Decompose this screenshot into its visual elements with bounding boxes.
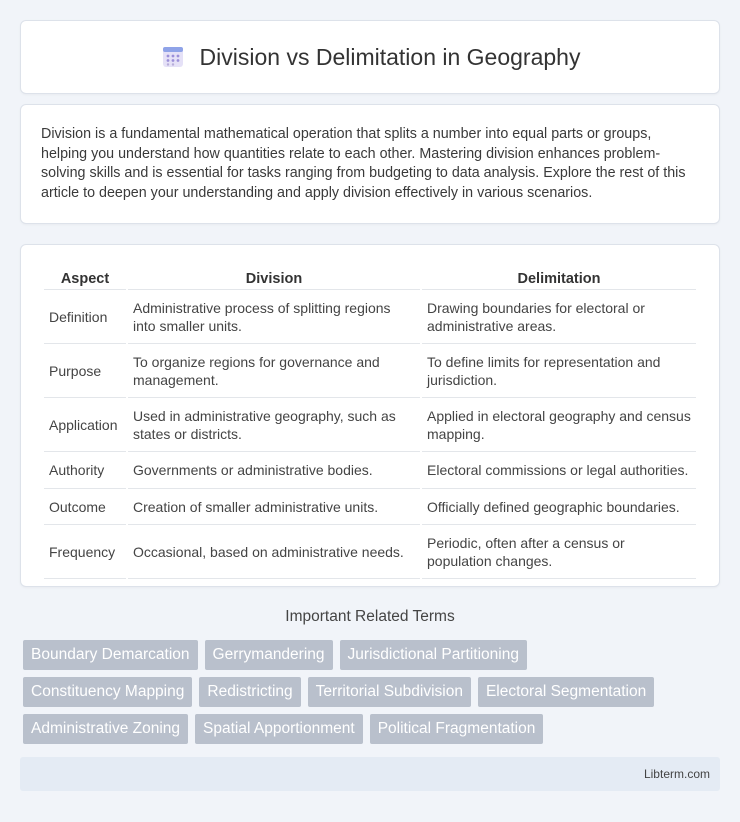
table-row [44,491,696,526]
header-aspect: Aspect [44,267,126,290]
table-row [44,400,696,452]
comparison-table [42,265,698,581]
footer-site-link[interactable]: Libterm.com [643,767,710,781]
aspect-cell: Purpose [44,346,126,398]
title-wrap [160,44,581,71]
tag-redistricting[interactable]: Redistricting [199,677,300,707]
tag-row [23,677,723,707]
table-row [44,292,696,344]
delimitation-cell: Applied in electoral geography and census mapping. [422,400,696,452]
header-delimitation: Delimitation [422,267,696,290]
aspect-cell: Definition [44,292,126,344]
intro-card [20,104,720,224]
header-division: Division [128,267,420,290]
aspect-cell: Application [44,400,126,452]
document-icon [160,44,186,70]
table-row [44,454,696,489]
tag-political-fragmentation[interactable]: Political Fragmentation [370,714,544,744]
aspect-cell: Authority [44,454,126,489]
tag-electoral-segmentation[interactable]: Electoral Segmentation [478,677,654,707]
tag-territorial-subdivision[interactable]: Territorial Subdivision [308,677,471,707]
division-cell: Creation of smaller administrative units. [128,491,420,526]
tag-gerrymandering[interactable]: Gerrymandering [205,640,333,670]
aspect-cell: Outcome [44,491,126,526]
intro-text: Division is a fundamental mathematical operation that splits a number into equal parts or groups, helping you understand how quantities relate to each other. Mastering division enhances problem-solving skills and is essential for tasks ranging from budgeting to data analysis. Explore the rest of this article to deepen your understanding and apply division effectively in various scenarios. [41,126,686,201]
related-terms-list [23,640,723,751]
delimitation-cell: Drawing boundaries for electoral or administrative areas. [422,292,696,344]
delimitation-cell: Electoral commissions or legal authorities. [422,454,696,489]
tag-boundary-demarcation[interactable]: Boundary Demarcation [23,640,198,670]
title-card [20,20,720,94]
table-header-row [44,267,696,290]
division-cell: Governments or administrative bodies. [128,454,420,489]
division-cell: Administrative process of splitting regions into smaller units. [128,292,420,344]
delimitation-cell: Periodic, often after a census or population changes. [422,527,696,579]
delimitation-cell: Officially defined geographic boundaries. [422,491,696,526]
table-row [44,346,696,398]
tag-spatial-apportionment[interactable]: Spatial Apportionment [195,714,363,744]
division-cell: Used in administrative geography, such as states or districts. [128,400,420,452]
tag-jurisdictional-partitioning[interactable]: Jurisdictional Partitioning [340,640,527,670]
table-row [44,527,696,579]
tag-administrative-zoning[interactable]: Administrative Zoning [23,714,188,744]
division-cell: To organize regions for governance and management. [128,346,420,398]
aspect-cell: Frequency [44,527,126,579]
division-cell: Occasional, based on administrative needs. [128,527,420,579]
tag-constituency-mapping[interactable]: Constituency Mapping [23,677,192,707]
related-terms-title: Important Related Terms [285,608,455,625]
tag-row [23,640,723,670]
delimitation-cell: To define limits for representation and jurisdiction. [422,346,696,398]
footer [20,757,720,791]
page-title: Division vs Delimitation in Geography [199,43,581,70]
tag-row [23,714,723,744]
comparison-card [20,244,720,587]
